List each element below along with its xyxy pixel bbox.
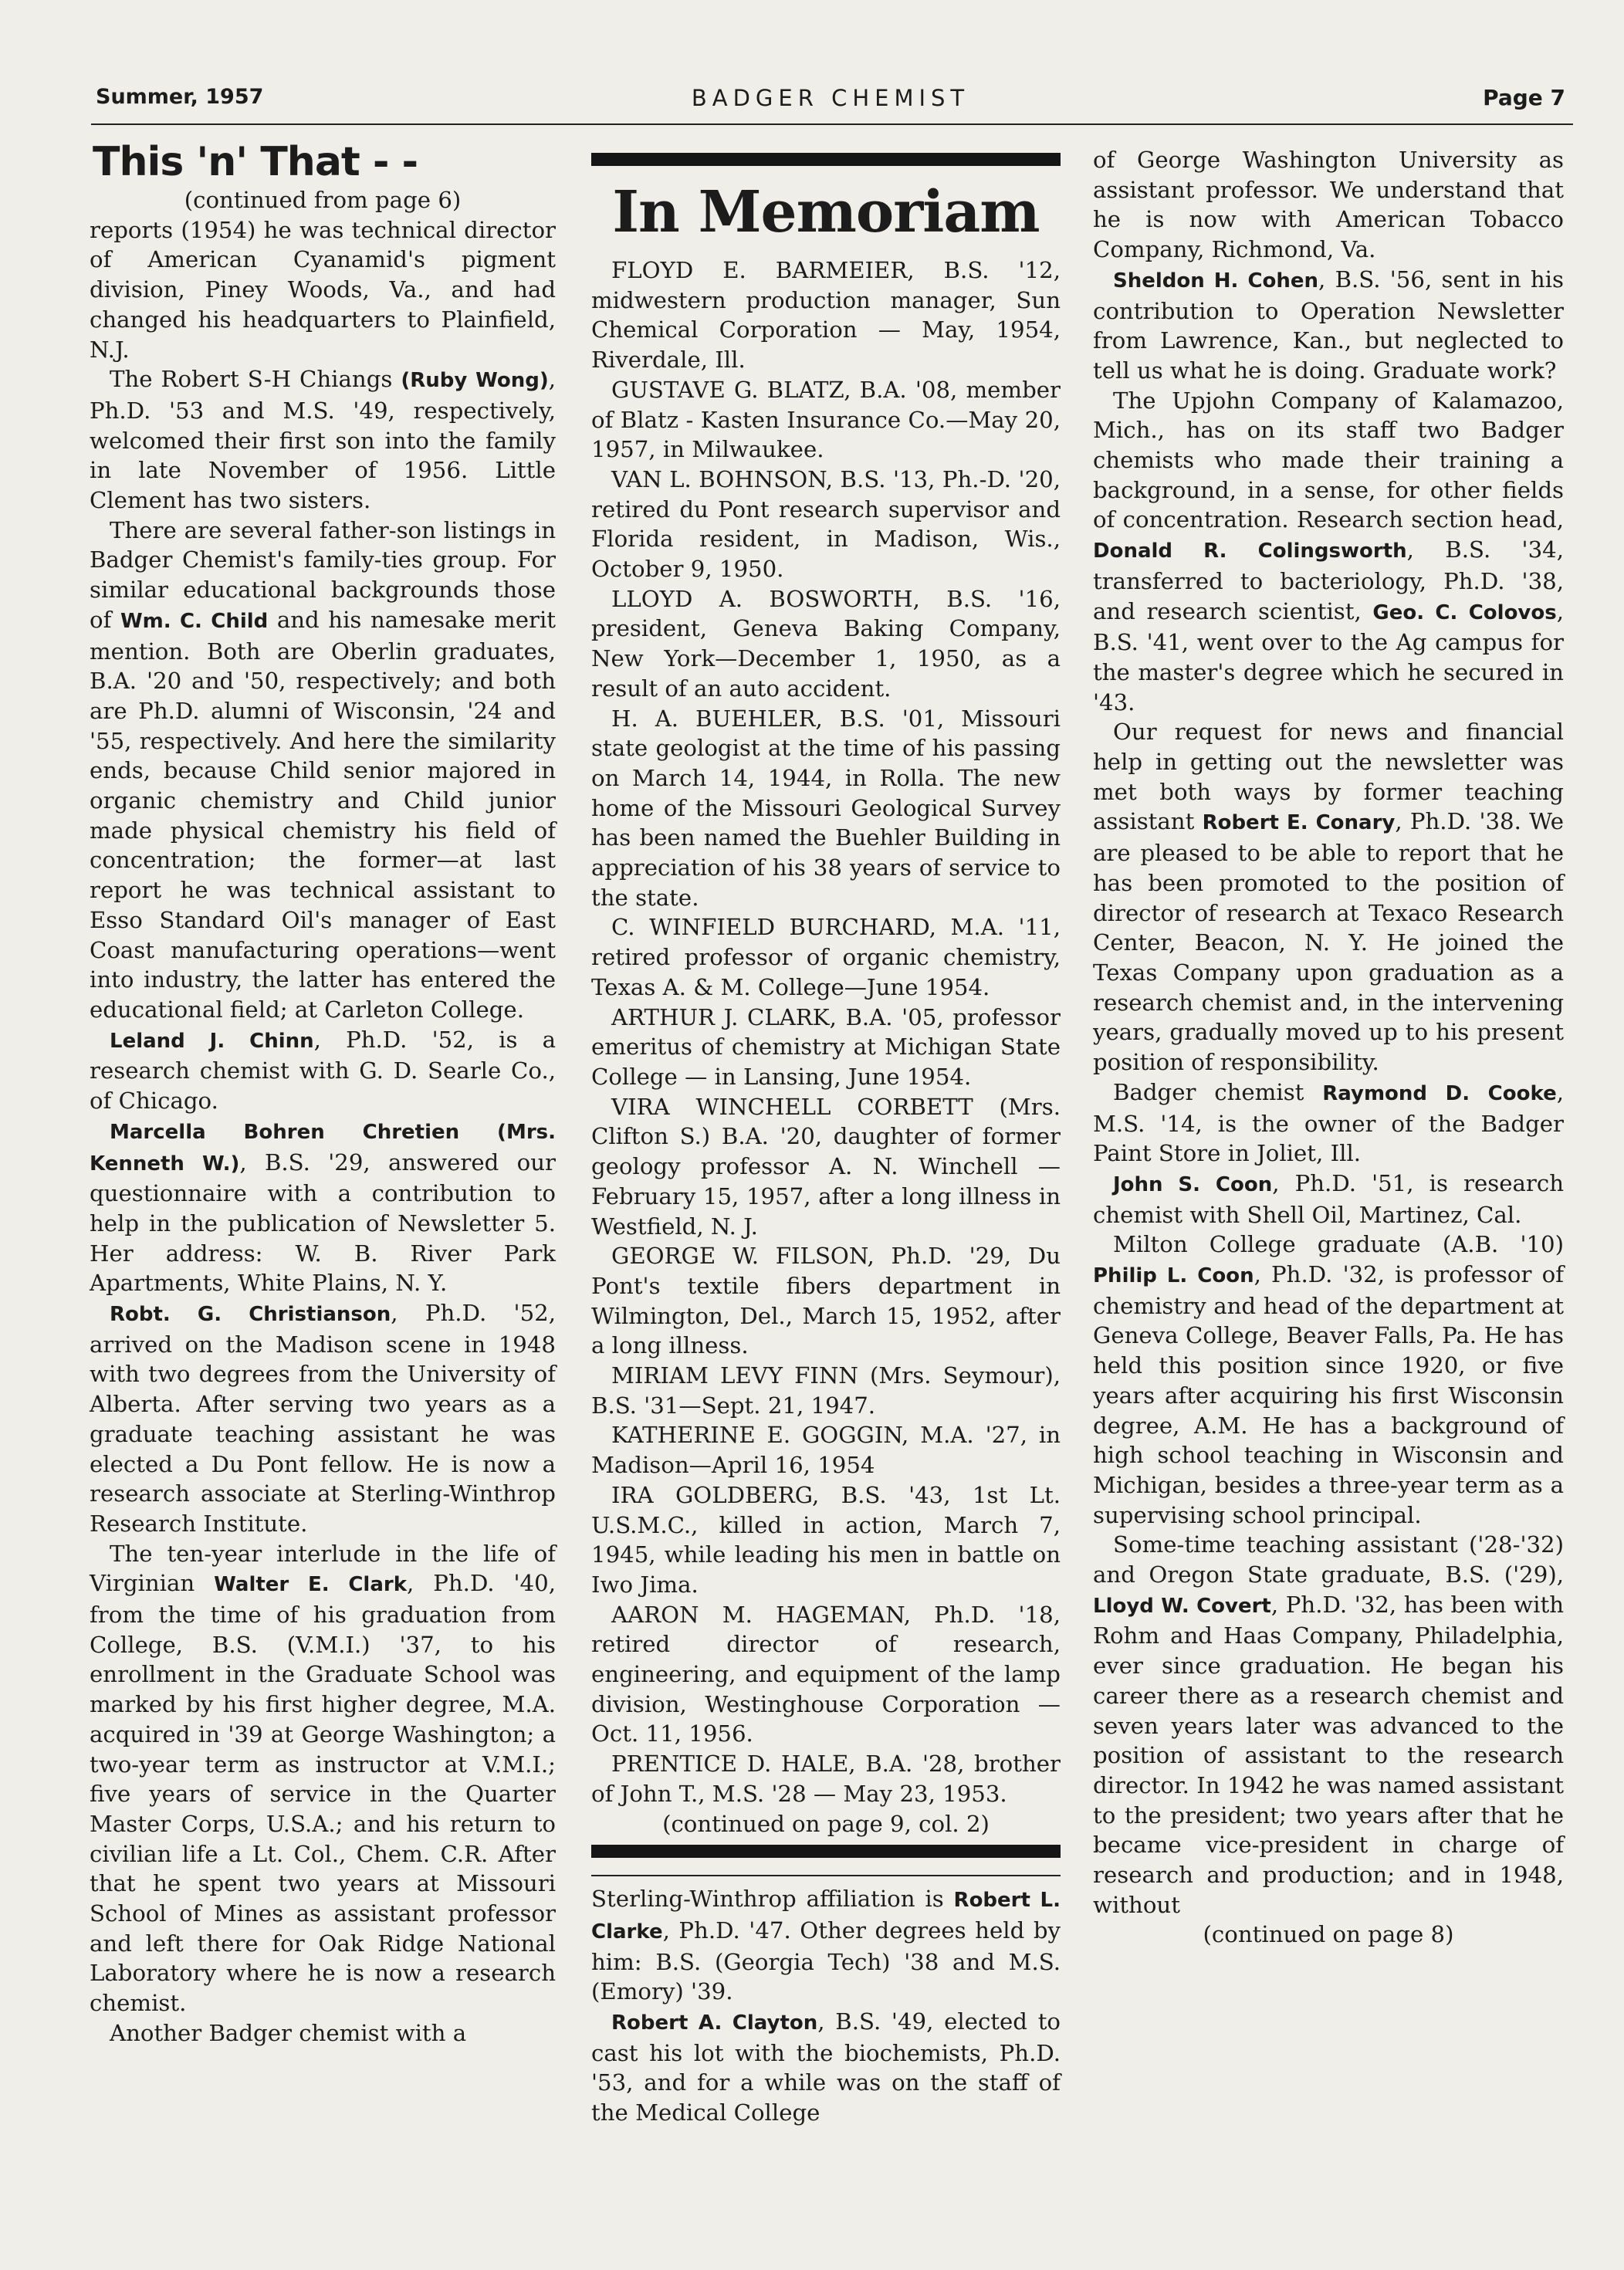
column-middle [591, 145, 1061, 2128]
page-header [96, 79, 1565, 122]
paragraph: Our request for news and financial help in getting out the newsletter was met both ways by former teaching assistant Robert E. Conary, Ph.D. '38. We are pleased to be able to report that he has been promoted to the position of director of research at Texaco Research Center, Beacon, N. Y. He joined the Texas Company upon graduation as a research chemist and, in the intervening years, gradually moved up to his present position of responsibility. [1093, 719, 1565, 1076]
memoriam-title: In Memoriam [612, 179, 1040, 245]
memoriam-entry: KATHERINE E. GOGGIN, M.A. '27, in Madison—April 16, 1954 [591, 1422, 1061, 1479]
section-divider [591, 1875, 1061, 1876]
memoriam-entry: C. WINFIELD BURCHARD, M.A. '11, retired professor of organic chemistry, Texas A. & M. College—June 1954. [591, 914, 1061, 1000]
person-name: Leland J. Chinn [110, 1029, 314, 1053]
person-name: (Ruby Wong) [401, 369, 549, 393]
memoriam-entry: ARTHUR J. CLARK, B.A. '05, professor emeritus of chemistry at Michigan State College — in Lansing, June 1954. [591, 1003, 1061, 1090]
person-name: John S. Coon [1113, 1172, 1273, 1196]
memoriam-entry: FLOYD E. BARMEIER, B.S. '12, midwestern production manager, Sun Chemical Corporation — May, 1954, Riverdale, Ill. [591, 257, 1061, 374]
memoriam-entry: VAN L. BOHNSON, B.S. '13, Ph.-D. '20, retired du Pont research supervisor and Florida resident, in Madison, Wis., October 9, 1950. [591, 465, 1061, 583]
column-left [90, 139, 556, 2048]
person-name: Wm. C. Child [120, 609, 269, 633]
memoriam-bottom-rule [591, 1845, 1061, 1858]
paragraph: Milton College graduate (A.B. '10) Philip L. Coon, Ph.D. '32, is professor of chemistry and head of the department at Geneva College, Beaver Falls, Pa. He has held this position since 1920, or five years after acquiring his first Wisconsin degree, A.M. He has a background of high school teaching in Wisconsin and Michigan, besides a three-year term as a supervising school principal. [1093, 1231, 1564, 1528]
memoriam-top-rule [591, 153, 1061, 166]
person-name: Raymond D. Cooke [1322, 1081, 1557, 1105]
person-name: Sheldon H. Cohen [1113, 269, 1319, 293]
paragraph: reports (1954) he was technical director of American Cyanamid's pigment division, Piney Woods, Va., and had changed his headquarters to Plainfield, N.J. [90, 216, 556, 363]
person-name: Marcella Bohren Chretien (Mrs. Kenneth W.) [90, 1120, 556, 1176]
memoriam-entry: H. A. BUEHLER, B.S. '01, Missouri state geologist at the time of his passing on March 14, 1944, in Rolla. The new home of the Missouri Geological Survey has been named the Buehler Building in appreciation of his 38 years of service to the state. [591, 705, 1061, 911]
person-name: Walter E. Clark [214, 1573, 407, 1597]
memoriam-list [591, 255, 1061, 1809]
memoriam-entry: VIRA WINCHELL CORBETT (Mrs. Clifton S.) B.A. '20, daughter of former geology professor A. N. Winchell — February 15, 1957, after a long illness in Westfield, N. J. [591, 1093, 1061, 1240]
memoriam-entry: LLOYD A. BOSWORTH, B.S. '16, president, Geneva Baking Company, New York—December 1, 1950, as a result of an auto accident. [591, 585, 1061, 702]
person-name: Robert A. Clayton [611, 2011, 818, 2035]
paragraph: The Robert S-H Chiangs (Ruby Wong), Ph.D. '53 and M.S. '49, respectively, welcomed their first son into the family in late November of 1956. Little Clement has two sisters. [90, 366, 556, 514]
issue-date: Summer, 1957 [96, 85, 264, 109]
memoriam-entry: AARON M. HAGEMAN, Ph.D. '18, retired director of research, engineering, and equipment of the lamp division, Westinghouse Corporation —Oct. 11, 1956. [591, 1601, 1061, 1747]
memoriam-entry: IRA GOLDBERG, B.S. '43, 1st Lt. U.S.M.C., killed in action, March 7, 1945, while leading his men in battle on Iwo Jima. [591, 1481, 1061, 1598]
paragraph: Sterling-Winthrop affiliation is Robert L. Clarke, Ph.D. '47. Other degrees held by him: B.S. (Georgia Tech) '38 and M.S. (Emory) '39. [591, 1886, 1061, 2005]
paragraph: Badger chemist Raymond D. Cooke, M.S. '14, is the owner of the Badger Paint Store in Joliet, Ill. [1093, 1078, 1564, 1167]
memoriam-entry: GUSTAVE G. BLATZ, B.A. '08, member of Blatz - Kasten Insurance Co.—May 20, 1957, in Milwaukee. [591, 376, 1061, 463]
section-title: This 'n' That - - [93, 139, 418, 185]
person-name: Robert E. Conary [1202, 811, 1396, 835]
paragraph: There are several father-son listings in Badger Chemist's family-ties group. For similar educational backgrounds those of Wm. C. Child and his namesake merit mention. Both are Oberlin graduates, B.A. '20 and '50, respectively; and both are Ph.D. alumni of Wisconsin, '24 and '55, respectively. And here the similarity ends, because Child senior majored in organic chemistry and Child junior made physical chemistry his field of concentration; the former—at last report he was technical assistant to Esso Standard Oil's manager of East Coast manufacturing operations—went into industry, the latter has entered the educational field; at Carleton College. [90, 516, 557, 1023]
paragraph: Marcella Bohren Chretien (Mrs. Kenneth W.), B.S. '29, answered our questionnaire with a contribution to help in the publication of Newsletter 5. Her address: W. B. River Park Apartments, White Plains, N. Y. [90, 1120, 556, 1297]
paragraph: The ten-year interlude in the life of Virginian Walter E. Clark, Ph.D. '40, from the time of his graduation from College, B.S. (V.M.I.) '37, to his enrollment in the Graduate School was marked by his first higher degree, M.A. acquired in '39 at George Washington; a two-year term as instructor at V.M.I.; five years of service in the Quarter Master Corps, U.S.A.; and his return to civilian life a Lt. Col., Chem. C.R. After that he spent two years at Missouri School of Mines as assistant professor and left there for Oak Ridge National Laboratory where he is now a research chemist. [90, 1540, 556, 2017]
continued-on: (continued on page 9, col. 2) [662, 1810, 990, 1837]
person-name: Lloyd W. Covert [1093, 1594, 1271, 1618]
page-number: Page 7 [1483, 85, 1565, 110]
paragraph: John S. Coon, Ph.D. '51, is research chemist with Shell Oil, Martinez, Cal. [1093, 1169, 1564, 1228]
person-name: Philip L. Coon [1093, 1264, 1254, 1288]
paragraph: Robt. G. Christianson, Ph.D. '52, arrived on the Madison scene in 1948 with two degrees from the University of Alberta. After serving two years as a graduate teaching assistant he was elected a Du Pont fellow. He is now a research associate at Sterling-Winthrop Research Institute. [90, 1300, 556, 1537]
memoriam-entry: GEORGE W. FILSON, Ph.D. '29, Du Pont's textile fibers department in Wilmington, Del., March 15, 1952, after a long illness. [591, 1243, 1061, 1359]
paragraph: The Upjohn Company of Kalamazoo, Mich., has on its staff two Badger chemists who made their training a background, in a sense, for other fields of concentration. Research section head, Donald R. Colingsworth, B.S. '34, transferred to bacteriology, Ph.D. '38, and research scientist, Geo. C. Colovos, B.S. '41, went over to the Ag campus for the master's degree which he secured in '43. [1093, 387, 1565, 716]
person-name: Robert L. Clarke [591, 1889, 1061, 1944]
person-name: Donald R. Colingsworth [1093, 540, 1407, 563]
header-rule [91, 123, 1573, 125]
person-name: Geo. C. Colovos [1372, 600, 1557, 624]
paragraph: Some-time teaching assistant ('28-'32) and Oregon State graduate, B.S. ('29), Lloyd W. Covert, Ph.D. '32, has been with Rohm and Haas Company, Philadelphia, ever since graduation. He began his career there as a research chemist and seven years later was advanced to the position of assistant to the research director. In 1942 he was named assistant to the president; two years after that he became vice-president in charge of research and production; and in 1948, without [1093, 1531, 1565, 1918]
column-right [1093, 145, 1564, 1950]
paragraph: Leland J. Chinn, Ph.D. '52, is a research chemist with G. D. Searle Co., of Chicago. [90, 1026, 556, 1115]
paragraph: Robert A. Clayton, B.S. '49, elected to cast his lot with the biochemists, Ph.D. '53, and for a while was on the staff of the Medical College [591, 2008, 1061, 2126]
memoriam-entry: PRENTICE D. HALE, B.A. '28, brother of John T., M.S. '28 — May 23, 1953. [591, 1751, 1061, 1807]
paragraph: Sheldon H. Cohen, B.S. '56, sent in his contribution to Operation Newsletter from Lawrence, Kan., but neglected to tell us what he is doing. Graduate work? [1093, 266, 1564, 384]
paragraph: Another Badger chemist with a [110, 2019, 467, 2046]
memoriam-entry: MIRIAM LEVY FINN (Mrs. Seymour), B.S. '31—Sept. 21, 1947. [591, 1362, 1061, 1419]
continued-from: (continued from page 6) [184, 187, 462, 213]
person-name: Robt. G. Christianson [110, 1303, 391, 1327]
masthead: BADGER CHEMIST [691, 85, 970, 111]
continued-on: (continued on page 8) [1203, 1921, 1454, 1948]
paragraph: of George Washington University as assistant professor. We understand that he is now with American Tobacco Company, Richmond, Va. [1093, 147, 1564, 263]
